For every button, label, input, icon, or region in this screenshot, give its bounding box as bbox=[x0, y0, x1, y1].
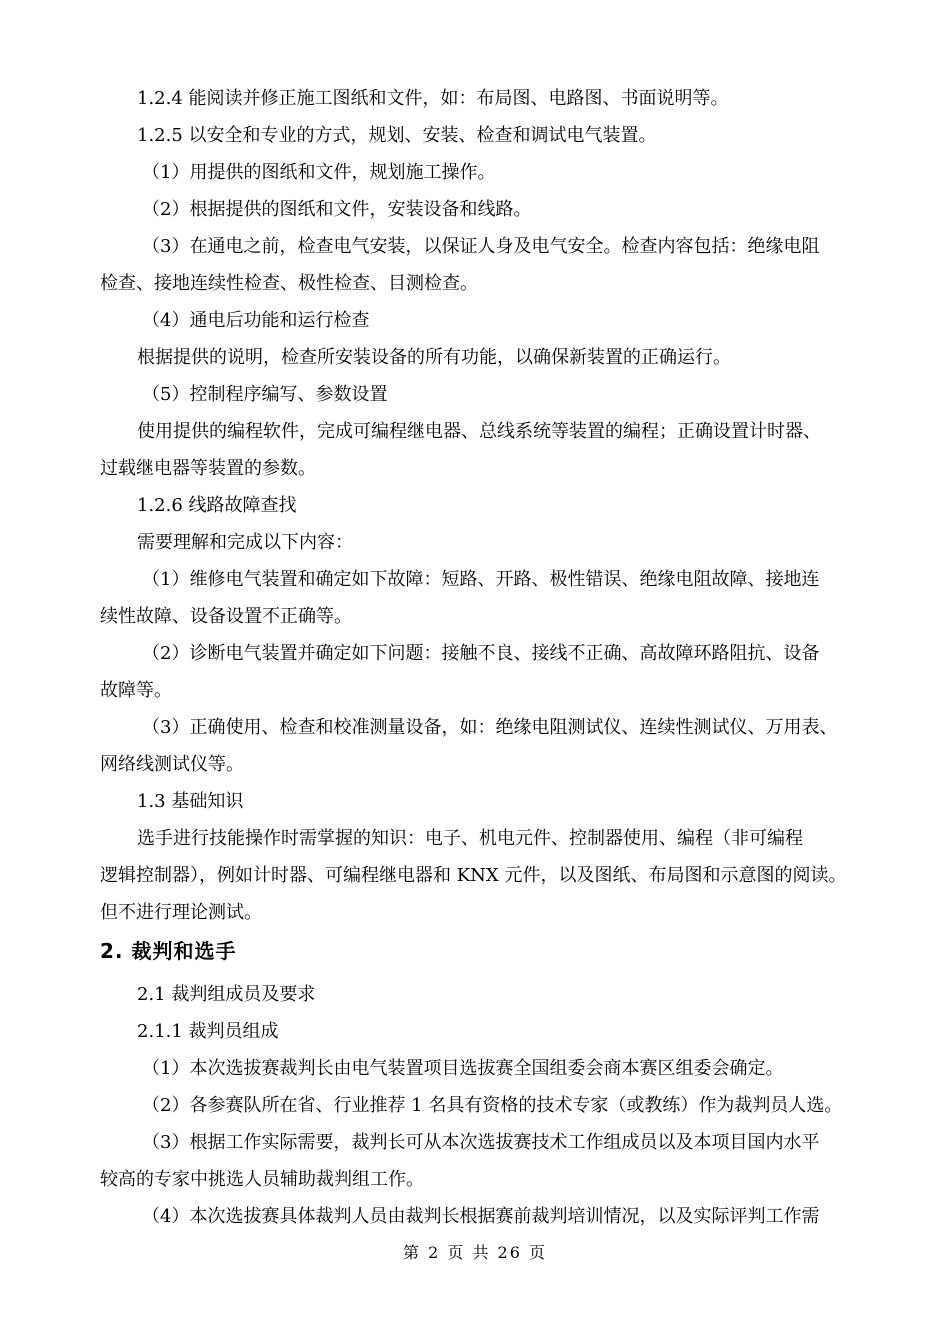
fault-item-2-line-2: 故障等。 bbox=[100, 680, 172, 701]
fault-item-3-line-2: 网络线测试仪等。 bbox=[100, 754, 244, 775]
list-item-2: （2）根据提供的图纸和文件，安装设备和线路。 bbox=[142, 199, 532, 220]
list-item-4: （4）通电后功能和运行检查 bbox=[142, 310, 370, 331]
paragraph-1-2-5: 1.2.5 以安全和专业的方式，规划、安装、检查和调试电气装置。 bbox=[137, 125, 657, 146]
list-item-5: （5）控制程序编写、参数设置 bbox=[142, 384, 388, 405]
referee-item-3-line-2: 较高的专家中挑选人员辅助裁判组工作。 bbox=[100, 1169, 424, 1190]
knowledge-paragraph-line-2: 逻辑控制器），例如计时器、可编程继电器和 KNX 元件，以及图纸、布局图和示意图的阅读。 bbox=[100, 865, 847, 886]
paragraph-programming-line-1: 使用提供的编程软件，完成可编程继电器、总线系统等装置的编程；正确设置计时器、 bbox=[137, 421, 821, 442]
knowledge-paragraph-line-1: 选手进行技能操作时需掌握的知识：电子、机电元件、控制器使用、编程（非可编程 bbox=[137, 828, 803, 849]
paragraph-requirements: 需要理解和完成以下内容： bbox=[137, 532, 353, 553]
paragraph-1-2-6: 1.2.6 线路故障查找 bbox=[137, 495, 297, 516]
section-2-1-1-title: 2.1.1 裁判员组成 bbox=[137, 1021, 279, 1042]
fault-item-3-line-1: （3）正确使用、检查和校准测量设备，如：绝缘电阻测试仪、连续性测试仪、万用表、 bbox=[142, 717, 838, 738]
page-number-footer: 第 2 页 共 26 页 bbox=[403, 1243, 547, 1262]
list-item-1: （1）用提供的图纸和文件，规划施工操作。 bbox=[142, 162, 496, 183]
section-1-3-title: 1.3 基础知识 bbox=[137, 791, 244, 812]
fault-item-1-line-1: （1）维修电气装置和确定如下故障：短路、开路、极性错误、绝缘电阻故障、接地连 bbox=[142, 569, 820, 590]
paragraph-programming-line-2: 过载继电器等装置的参数。 bbox=[100, 458, 316, 479]
fault-item-1-line-2: 续性故障、设备设置不正确等。 bbox=[100, 606, 352, 627]
section-2-1-title: 2.1 裁判组成员及要求 bbox=[137, 984, 316, 1005]
referee-item-2: （2）各参赛队所在省、行业推荐 1 名具有资格的技术专家（或教练）作为裁判员人选。 bbox=[142, 1095, 843, 1116]
referee-item-1: （1）本次选拔赛裁判长由电气装置项目选拔赛全国组委会商本赛区组委会确定。 bbox=[142, 1058, 784, 1079]
knowledge-paragraph-line-3: 但不进行理论测试。 bbox=[100, 902, 262, 923]
fault-item-2-line-1: （2）诊断电气装置并确定如下问题：接触不良、接线不正确、高故障环路阻抗、设备 bbox=[142, 643, 820, 664]
list-item-3-line-1: （3）在通电之前，检查电气安装，以保证人身及电气安全。检查内容包括：绝缘电阻 bbox=[142, 236, 820, 257]
paragraph-check-instructions: 根据提供的说明，检查所安装设备的所有功能，以确保新装置的正确运行。 bbox=[137, 347, 731, 368]
referee-item-3-line-1: （3）根据工作实际需要，裁判长可从本次选拔赛技术工作组成员以及本项目国内水平 bbox=[142, 1132, 820, 1153]
section-2-heading: 2. 裁判和选手 bbox=[100, 939, 237, 963]
list-item-3-line-2: 检查、接地连续性检查、极性检查、目测检查。 bbox=[100, 273, 478, 294]
paragraph-1-2-4: 1.2.4 能阅读并修正施工图纸和文件，如：布局图、电路图、书面说明等。 bbox=[137, 88, 729, 109]
referee-item-4: （4）本次选拔赛具体裁判人员由裁判长根据赛前裁判培训情况，以及实际评判工作需 bbox=[142, 1206, 820, 1227]
